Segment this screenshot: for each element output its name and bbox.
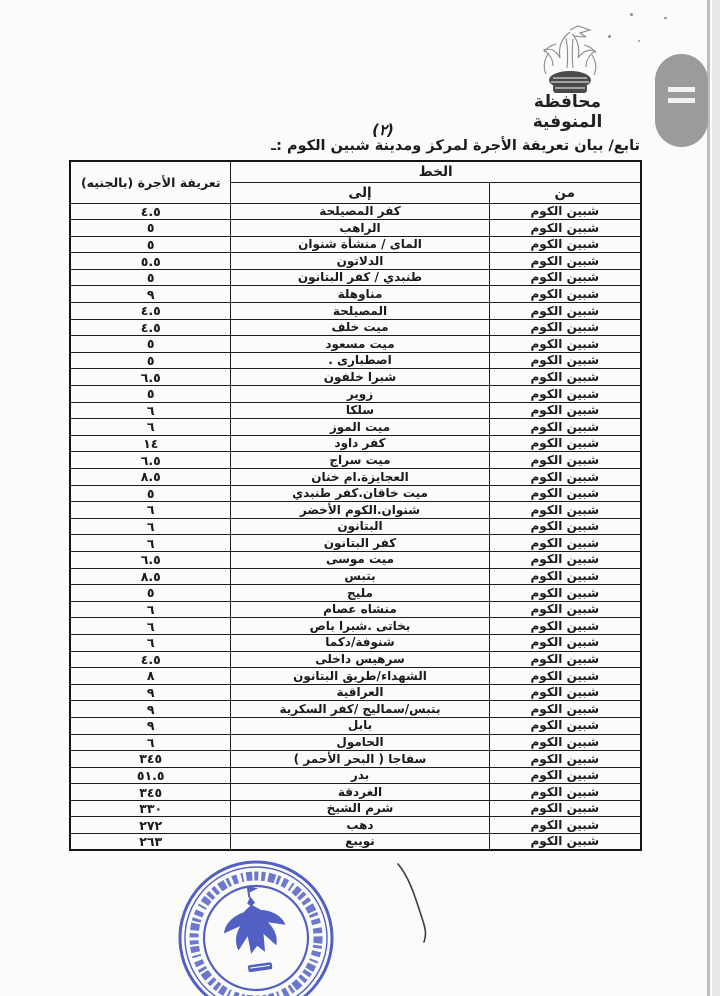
to-cell: بابل — [231, 717, 489, 734]
fare-cell: ٨.٥ — [70, 568, 231, 585]
from-cell: شبين الكوم — [489, 485, 641, 502]
fare-cell: ٥ — [70, 386, 231, 403]
from-cell: شبين الكوم — [489, 253, 641, 270]
from-cell: شبين الكوم — [489, 435, 641, 452]
fare-cell: ٥ — [70, 220, 231, 237]
fare-cell: ٤.٥ — [70, 203, 231, 220]
fare-cell: ٩ — [70, 717, 231, 734]
menu-pill-button[interactable] — [655, 54, 708, 147]
signature-stroke — [380, 860, 440, 955]
table-row — [70, 701, 641, 718]
from-cell: شبين الكوم — [489, 817, 641, 834]
to-cell: ميت الموز — [231, 419, 489, 436]
fare-cell: ٢٦٣ — [70, 834, 231, 851]
scan-speck — [638, 40, 640, 42]
fare-cell: ٥.٥ — [70, 253, 231, 270]
table-row — [70, 668, 641, 685]
fare-cell: ٦ — [70, 618, 231, 635]
fare-cell: ٩ — [70, 684, 231, 701]
fare-cell: ٦ — [70, 601, 231, 618]
fare-cell: ٩ — [70, 701, 231, 718]
table-row — [70, 286, 641, 303]
fare-cell: ٦ — [70, 402, 231, 419]
scan-edge-band — [712, 0, 720, 996]
table-row — [70, 452, 641, 469]
to-cell: بدر — [231, 767, 489, 784]
from-cell: شبين الكوم — [489, 402, 641, 419]
fare-cell: ٥ — [70, 336, 231, 353]
from-cell: شبين الكوم — [489, 369, 641, 386]
to-cell: ميت مسعود — [231, 336, 489, 353]
from-cell: شبين الكوم — [489, 634, 641, 651]
from-cell: شبين الكوم — [489, 535, 641, 552]
table-row — [70, 518, 641, 535]
to-cell: العراقية — [231, 684, 489, 701]
page-number: (٢) — [372, 121, 394, 139]
to-cell: الغردقة — [231, 784, 489, 801]
to-cell: منشاه عصام — [231, 601, 489, 618]
from-cell: شبين الكوم — [489, 551, 641, 568]
to-cell: ميت خاقان.كفر طنبدي — [231, 485, 489, 502]
table-row — [70, 435, 641, 452]
fare-cell: ٥ — [70, 352, 231, 369]
table-row — [70, 386, 641, 403]
table-row — [70, 717, 641, 734]
table-row — [70, 402, 641, 419]
table-row — [70, 634, 641, 651]
from-cell: شبين الكوم — [489, 352, 641, 369]
to-cell: سرهيس داخلى — [231, 651, 489, 668]
to-cell: سلكا — [231, 402, 489, 419]
fare-table-body — [70, 203, 641, 850]
to-cell: شنوان.الكوم الأخضر — [231, 502, 489, 519]
scan-speck — [664, 17, 667, 19]
table-row — [70, 469, 641, 486]
to-cell: الماى / منشأة شنوان — [231, 236, 489, 253]
from-cell: شبين الكوم — [489, 701, 641, 718]
table-row — [70, 684, 641, 701]
to-cell: العجايزة.ام خنان — [231, 469, 489, 486]
from-cell: شبين الكوم — [489, 618, 641, 635]
from-cell: شبين الكوم — [489, 386, 641, 403]
table-row — [70, 601, 641, 618]
table-row — [70, 618, 641, 635]
round-seal-icon — [166, 848, 346, 996]
fare-cell: ٦.٥ — [70, 369, 231, 386]
from-cell: شبين الكوم — [489, 336, 641, 353]
table-row — [70, 319, 641, 336]
table-row — [70, 352, 641, 369]
table-row — [70, 336, 641, 353]
from-cell: شبين الكوم — [489, 518, 641, 535]
to-cell: مليج — [231, 585, 489, 602]
to-cell: بخاتى .شبرا باص — [231, 618, 489, 635]
fare-cell: ٦ — [70, 419, 231, 436]
to-cell: دهب — [231, 817, 489, 834]
fare-cell: ٣٤٥ — [70, 784, 231, 801]
from-cell: شبين الكوم — [489, 286, 641, 303]
table-row — [70, 535, 641, 552]
from-cell: شبين الكوم — [489, 469, 641, 486]
to-cell: شنوفة/دكما — [231, 634, 489, 651]
fare-cell: ٤.٥ — [70, 303, 231, 320]
table-row — [70, 236, 641, 253]
to-cell: مناوهلة — [231, 286, 489, 303]
to-cell: كفر داود — [231, 435, 489, 452]
from-cell: شبين الكوم — [489, 734, 641, 751]
from-cell: شبين الكوم — [489, 784, 641, 801]
to-cell: بتبس/سماليج /كفر السكرية — [231, 701, 489, 718]
table-row — [70, 800, 641, 817]
from-cell: شبين الكوم — [489, 651, 641, 668]
table-row — [70, 651, 641, 668]
fare-cell: ٦ — [70, 634, 231, 651]
to-cell: بتبس — [231, 568, 489, 585]
from-cell: شبين الكوم — [489, 568, 641, 585]
to-cell: ميت خلف — [231, 319, 489, 336]
from-cell: شبين الكوم — [489, 834, 641, 851]
table-row — [70, 253, 641, 270]
eagle-emblem-icon — [520, 24, 620, 102]
from-cell: شبين الكوم — [489, 220, 641, 237]
table-row — [70, 502, 641, 519]
fare-cell: ٨.٥ — [70, 469, 231, 486]
table-row — [70, 817, 641, 834]
to-cell: كفر المصيلحة — [231, 203, 489, 220]
from-cell: شبين الكوم — [489, 717, 641, 734]
to-cell: الدلاتون — [231, 253, 489, 270]
from-cell: شبين الكوم — [489, 236, 641, 253]
table-row — [70, 303, 641, 320]
to-cell: الشهداء/طريق البتانون — [231, 668, 489, 685]
to-cell: شرم الشيخ — [231, 800, 489, 817]
to-cell: طنبدي / كفر البتانون — [231, 269, 489, 286]
table-row — [70, 784, 641, 801]
fare-cell: ٤.٥ — [70, 319, 231, 336]
fare-cell: ٤.٥ — [70, 651, 231, 668]
to-cell: البتانون — [231, 518, 489, 535]
table-row — [70, 269, 641, 286]
scan-speck — [630, 13, 633, 16]
fare-cell: ٦.٥ — [70, 551, 231, 568]
fare-cell: ٥١.٥ — [70, 767, 231, 784]
document-title: تابع/ بيان تعريفة الأجرة لمركز ومدينة شبين الكوم :ـ — [271, 138, 640, 154]
governorate-logo — [520, 24, 620, 102]
to-cell: الراهب — [231, 220, 489, 237]
table-row — [70, 585, 641, 602]
fare-table-header — [70, 161, 641, 203]
table-row — [70, 767, 641, 784]
table-row — [70, 485, 641, 502]
to-cell: ميت سراج — [231, 452, 489, 469]
fare-cell: ٣٣٠ — [70, 800, 231, 817]
from-cell: شبين الكوم — [489, 767, 641, 784]
from-cell: شبين الكوم — [489, 601, 641, 618]
to-cell: نويبع — [231, 834, 489, 851]
fare-cell: ٦ — [70, 518, 231, 535]
to-cell: الحامول — [231, 734, 489, 751]
to-cell: كفر البتانون — [231, 535, 489, 552]
to-header-cell: إلى — [231, 182, 489, 203]
from-cell: شبين الكوم — [489, 452, 641, 469]
table-row — [70, 220, 641, 237]
from-cell: شبين الكوم — [489, 319, 641, 336]
from-header-cell: من — [489, 182, 641, 203]
table-row — [70, 834, 641, 851]
table-row — [70, 568, 641, 585]
fare-header-cell: تعريفة الأجرة (بالجنيه) — [70, 161, 231, 203]
from-cell: شبين الكوم — [489, 419, 641, 436]
from-cell: شبين الكوم — [489, 303, 641, 320]
fare-cell: ٥ — [70, 585, 231, 602]
to-cell: زوير — [231, 386, 489, 403]
to-cell: اصطبارى . — [231, 352, 489, 369]
scan-edge-line — [707, 0, 710, 996]
to-cell: سفاجا ( البحر الأحمر ) — [231, 751, 489, 768]
fare-cell: ٥ — [70, 236, 231, 253]
to-cell: المصيلحة — [231, 303, 489, 320]
from-cell: شبين الكوم — [489, 800, 641, 817]
table-row — [70, 751, 641, 768]
fare-cell: ٥ — [70, 269, 231, 286]
governorate-name: محافظة المنوفية — [532, 92, 603, 132]
fare-cell: ٦ — [70, 502, 231, 519]
table-row — [70, 203, 641, 220]
from-cell: شبين الكوم — [489, 502, 641, 519]
route-header-cell: الخط — [231, 161, 641, 182]
from-cell: شبين الكوم — [489, 269, 641, 286]
fare-cell: ٨ — [70, 668, 231, 685]
fare-cell: ٢٧٢ — [70, 817, 231, 834]
from-cell: شبين الكوم — [489, 585, 641, 602]
table-row — [70, 419, 641, 436]
from-cell: شبين الكوم — [489, 684, 641, 701]
table-row — [70, 734, 641, 751]
fare-cell: ٦ — [70, 734, 231, 751]
table-row — [70, 369, 641, 386]
fare-cell: ١٤ — [70, 435, 231, 452]
fare-cell: ٣٤٥ — [70, 751, 231, 768]
fare-table — [69, 160, 642, 851]
table-row — [70, 551, 641, 568]
pen-stroke-icon — [380, 860, 440, 955]
from-cell: شبين الكوم — [489, 668, 641, 685]
fare-cell: ٦ — [70, 535, 231, 552]
fare-cell: ٦.٥ — [70, 452, 231, 469]
to-cell: شبرا خلفون — [231, 369, 489, 386]
fare-cell: ٥ — [70, 485, 231, 502]
official-stamp — [166, 848, 346, 996]
from-cell: شبين الكوم — [489, 203, 641, 220]
from-cell: شبين الكوم — [489, 751, 641, 768]
fare-cell: ٩ — [70, 286, 231, 303]
to-cell: ميت موسى — [231, 551, 489, 568]
